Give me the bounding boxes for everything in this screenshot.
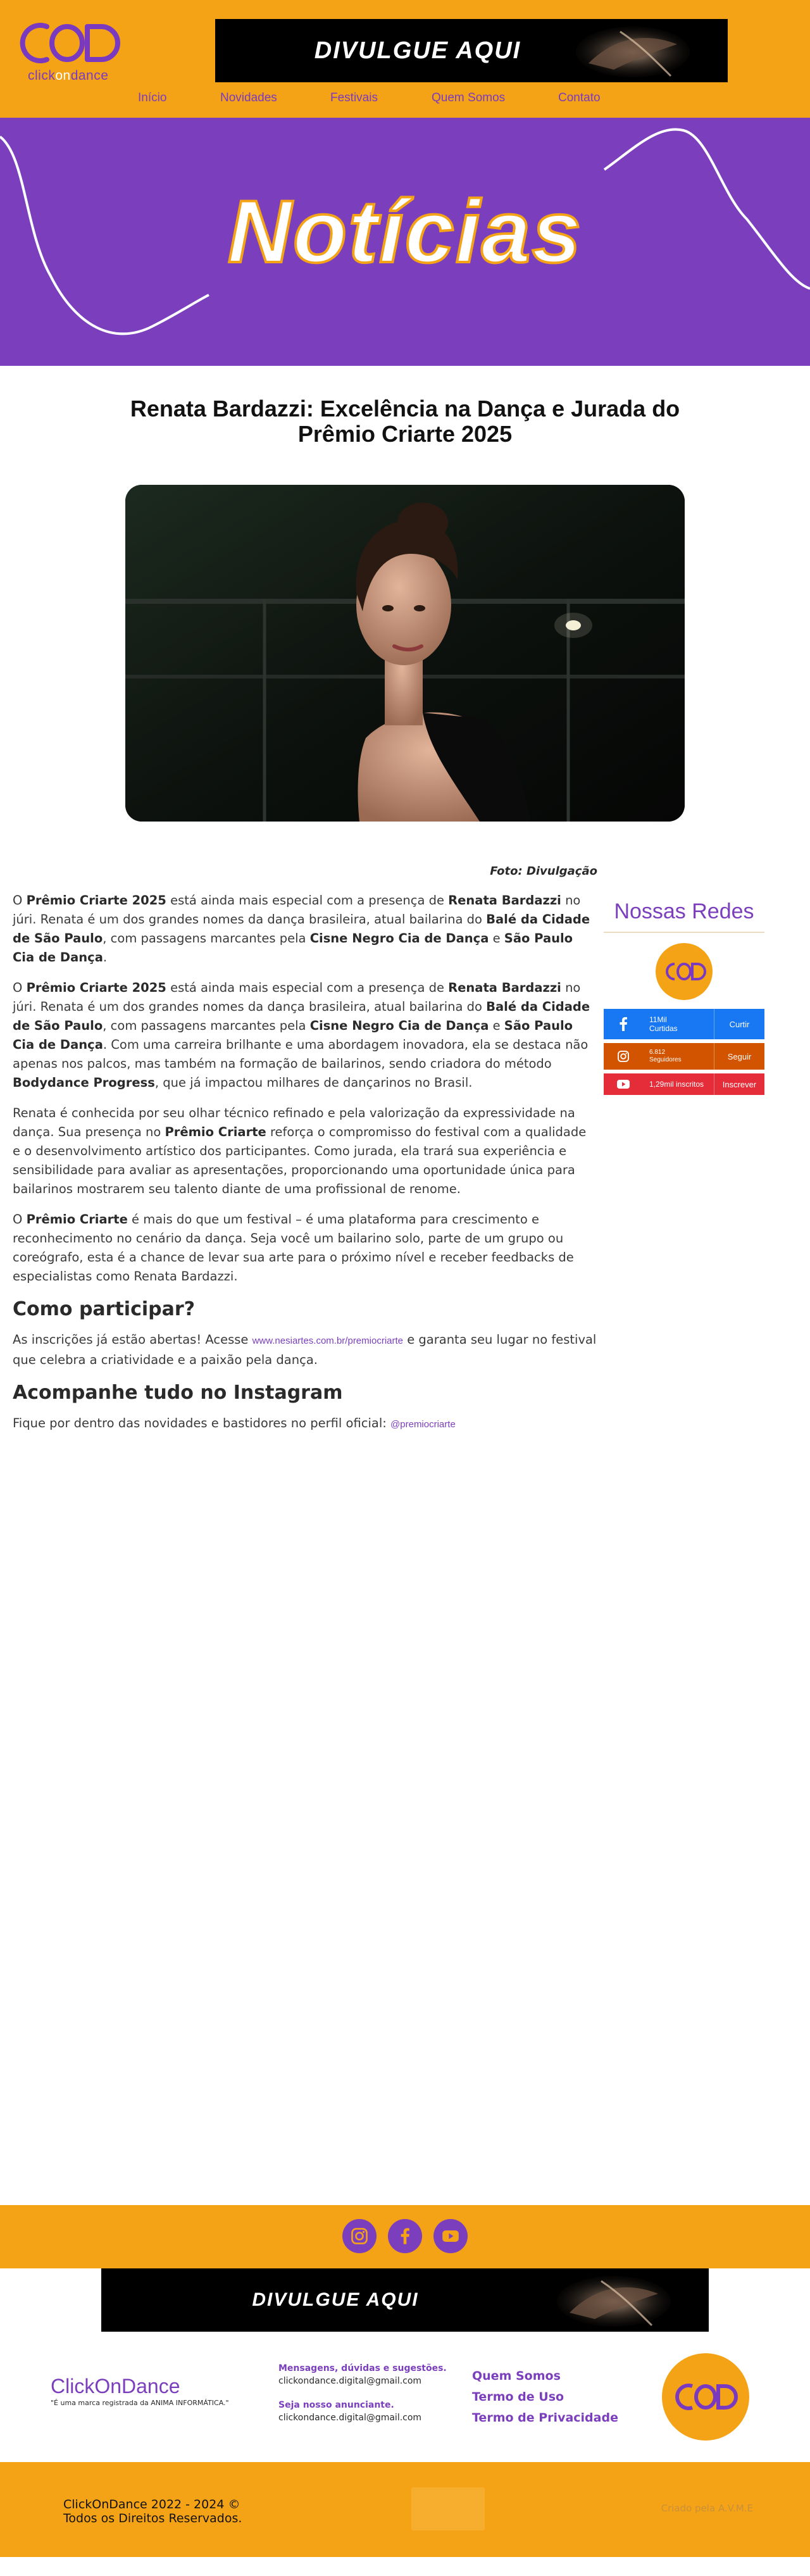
instagram-widget [604,1043,764,1070]
advertise-banner[interactable] [215,19,728,82]
footer-logo [662,2353,749,2441]
cod-logo-icon [656,943,713,1000]
footer-link-termo-privacidade[interactable]: Termo de Privacidade [472,2411,618,2425]
article-title: Renata Bardazzi: Excelência na Dança e Jurada do Prêmio Criarte 2025 [130,396,680,447]
dancer-image-icon [576,19,728,82]
sidebar-logo [656,943,713,1000]
dancer-image-icon [557,2268,709,2332]
instagram-icon [604,1043,643,1070]
portrait-photo-image [125,485,685,822]
nav-inicio[interactable]: Início [138,91,167,104]
nav-novidades[interactable]: Novidades [220,91,277,104]
youtube-icon [442,2230,459,2242]
nav-festivais[interactable]: Festivais [330,91,378,104]
footer-advertise-banner[interactable] [101,2268,709,2332]
footer-credit[interactable]: Criado pela A.V.M.E [661,2503,753,2514]
article-paragraph: Renata é conhecida por seu olhar técnico refinado e pela valorização da expressividade na dança. Sua presença no Prêmio Criarte reforça o compromisso do festival com a qualidade e o desenvolvimento artístico dos participantes. Como jurada, ela trará sua experiência e sensibilidade para avaliar as apresentações, proporcionando uma oportunidade única para bailarinos mostrarem seu talento diante de uma profissional de renome. [13,1106,587,1196]
contact-advertise-label: Seja nosso anunciante. [278,2400,394,2410]
footer-social-bar [0,2205,810,2268]
article-paragraph: O Prêmio Criarte é mais do que um festival – é uma plataforma para crescimento e reconhecimento no cenário da dança. Seja você um bailarino solo, parte de um grupo ou coreógrafo, esta é a chance de levar sua arte para o próximo nível e receber feedbacks de especialistas como Renata Bardazzi. [13,1212,574,1284]
site-logo[interactable] [9,19,129,89]
article-paragraph: O Prêmio Criarte 2025 está ainda mais especial com a presença de Renata Bardazzi no júri. Renata é um dos grandes nomes da dança brasileira, atual bailarina do Balé da Cidade de São Paulo, com passagens marcantes pela Cisne Negro Cia de Dança e São Paulo Cia de Dança. [13,893,590,965]
contact-messages-email[interactable]: clickondance.digital@gmail.com [278,2376,422,2386]
registration-link[interactable]: www.nesiartes.com.br/premiocriarte [252,1335,403,1346]
article-body [13,891,597,1446]
youtube-count: 1,29mil inscritos [649,1080,704,1089]
copyright: ClickOnDance 2022 - 2024 © Todos os Direitos Reservados. [63,2498,242,2525]
logo-wordmark: clickondance [28,68,109,83]
facebook-widget [604,1009,764,1039]
article-photo [125,485,685,822]
contact-advertise-email[interactable]: clickondance.digital@gmail.com [278,2413,422,2423]
instagram-follow-button[interactable]: Seguir [714,1043,764,1070]
footer-link-termo-uso[interactable]: Termo de Uso [472,2390,564,2404]
contact-messages-label: Mensagens, dúvidas e sugestões. [278,2363,447,2373]
facebook-icon [604,1009,643,1039]
photo-caption: Foto: Divulgação [490,865,597,878]
instagram-unit: Seguidores [649,1056,682,1063]
facebook-like-button[interactable]: Curtir [714,1009,764,1039]
main-nav [0,91,810,113]
article-paragraph: O Prêmio Criarte 2025 está ainda mais especial com a presença de Renata Bardazzi no júri. Renata é um dos grandes nomes da dança brasileira, atual bailarina do Balé da Cidade de São Paulo, com passagens marcantes pela Cisne Negro Cia de Dança e São Paulo Cia de Dança. Com uma carreira brilhante e uma abordagem inovadora, ela se destaca não apenas nos palcos, mas também na formação de bailarinos, sendo criadora do método Bodydance Progress, que já impactou milhares de dançarinos no Brasil. [13,980,590,1090]
article-paragraph: As inscrições já estão abertas! Acesse www.nesiartes.com.br/premiocriarte e garanta seu lugar no festival que celebra a criatividade e a paixão pela dança. [13,1332,597,1367]
footer-bottom [0,2462,810,2557]
footer-brand-name: ClickOnDance [51,2375,180,2398]
nav-quem-somos[interactable]: Quem Somos [432,91,506,104]
facebook-count: 11Mil [649,1015,667,1024]
footer-info [0,2332,810,2462]
contact-advertise [278,2399,421,2424]
footer-advertise-banner-text: DIVULGUE AQUI [252,2289,419,2310]
cod-logo-icon [9,19,129,70]
section-heading-participate: Como participar? [13,1298,196,1320]
site-header [0,0,810,118]
footer-youtube-button[interactable] [433,2219,468,2253]
youtube-widget [604,1073,764,1095]
footer-instagram-button[interactable] [342,2219,377,2253]
advertise-banner-text: DIVULGUE AQUI [314,37,521,64]
facebook-unit: Curtidas [649,1024,678,1033]
instagram-icon [351,2228,368,2244]
sidebar-title: Nossas Redes [614,899,754,923]
footer-links [472,2366,618,2429]
instagram-count: 6.812 [649,1049,666,1056]
footer-brand-tagline: "É uma marca registrada da ANIMA INFORMÁTICA." [51,2399,229,2407]
nav-contato[interactable]: Contato [558,91,601,104]
footer-placeholder-box [411,2487,485,2530]
contact-messages [278,2362,447,2387]
section-heading-instagram: Acompanhe tudo no Instagram [13,1382,343,1404]
youtube-icon [604,1073,643,1095]
hero-title: Notícias [227,182,583,281]
sidebar-divider [604,932,764,933]
instagram-profile-link[interactable]: @premiocriarte [390,1419,456,1430]
facebook-icon [400,2228,410,2244]
social-sidebar [604,897,764,1095]
cod-logo-icon [662,2353,749,2441]
article-paragraph: Fique por dentro das novidades e bastidores no perfil oficial: @premiocriarte [13,1416,456,1430]
footer-facebook-button[interactable] [388,2219,422,2253]
hero-section [0,118,810,366]
footer-link-quem-somos[interactable]: Quem Somos [472,2369,561,2383]
youtube-subscribe-button[interactable]: Inscrever [714,1073,764,1095]
